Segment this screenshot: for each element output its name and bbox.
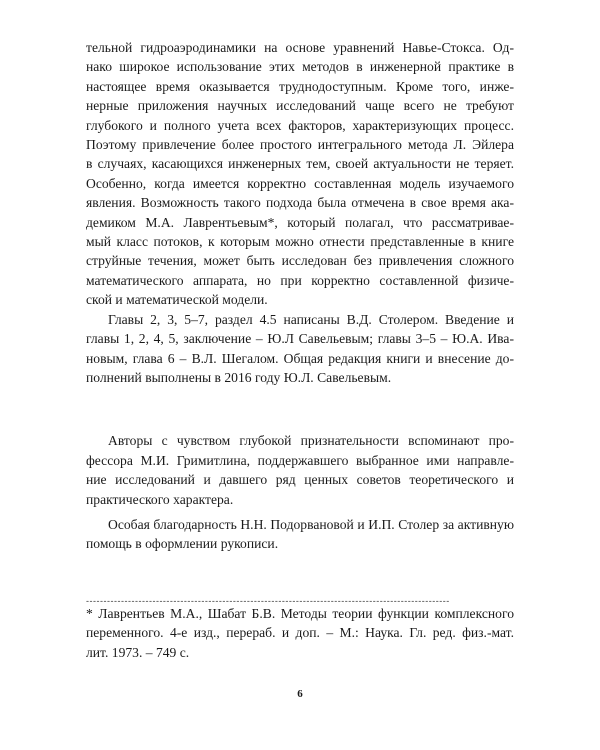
text-line: явления. Возможность такого подхода была отмечена в свое время ака- — [86, 195, 514, 211]
text-line: Авторы с чувством глубокой признательности вспоминают про- — [108, 433, 514, 449]
text-line: мый класс потоков, к которым можно отнести представленные в книге — [86, 234, 514, 250]
footnote-separator: -------------------------------------------------------------------------------------------------------- — [86, 596, 450, 606]
section-gap — [86, 387, 514, 431]
text-line: ние исследований и давшего ряд ценных советов теоретического и — [86, 472, 514, 488]
paragraph-thanks — [86, 515, 514, 554]
text-line: помощь в оформлении рукописи. — [86, 536, 279, 552]
text-line: Главы 2, 3, 5–7, раздел 4.5 написаны В.Д. Столером. Введение и — [108, 311, 514, 327]
footnote-line: * Лаврентьев М.А., Шабат Б.В. Методы теории функции комплексного — [86, 606, 514, 621]
text-line: фессора М.И. Гримитлина, поддержавшего выбранное ими направле- — [86, 452, 514, 468]
text-line: Особая благодарность Н.Н. Подорвановой и И.П. Столер за активную — [108, 516, 514, 532]
paragraph-methods — [86, 38, 514, 310]
text-line: главы 1, 2, 4, 5, заключение – Ю.Л Савельевым; главы 3–5 – Ю.А. Ива- — [86, 331, 514, 347]
text-line: глубокого и полного учета всех факторов, характеризующих процесс. — [86, 117, 514, 133]
footnote-line: лит. 1973. – 749 с. — [86, 644, 190, 660]
text-line: новым, глава 6 – В.Л. Шегалом. Общая редакция книги и внесение до- — [86, 350, 514, 366]
text-line: полнений выполнены в 2016 году Ю.Л. Савельевым. — [86, 369, 392, 385]
text-line: Особенно, когда имеется корректно составленная модель изучаемого — [86, 175, 514, 191]
text-line: струйные течения, может быть исследован без привлечения сложного — [86, 253, 514, 269]
text-line: ской и математической модели. — [86, 292, 268, 308]
text-line: нако широкое использование этих методов в инженерной практике в — [86, 59, 514, 75]
text-line: нерные приложения научных исследований чаще всего не требуют — [86, 98, 514, 114]
page-body — [86, 38, 514, 554]
paragraph-acknowledgement — [86, 431, 514, 509]
page-number: 6 — [297, 688, 303, 700]
text-line: демиком М.А. Лаврентьевым*, который полагал, что рассматривае- — [86, 214, 514, 230]
text-line: настоящее время оказывается труднодоступным. Кроме того, инже- — [86, 78, 514, 94]
text-line: математического аппарата, но при корректно составленной физиче- — [86, 272, 514, 288]
text-line: тельной гидроаэродинамики на основе уравнений Навье-Стокса. Од- — [86, 40, 514, 55]
paragraph-authorship — [86, 310, 514, 388]
text-line: в случаях, касающихся инженерных тем, своей актуальности не теряет. — [86, 156, 514, 172]
footnote — [86, 604, 514, 662]
text-line: практического характера. — [86, 491, 234, 507]
text-line: Поэтому привлечение более простого интегрального метода Л. Эйлера — [86, 137, 514, 153]
footnote-line: переменного. 4-е изд., перераб. и доп. – М.: Наука. Гл. ред. физ.-мат. — [86, 625, 514, 641]
